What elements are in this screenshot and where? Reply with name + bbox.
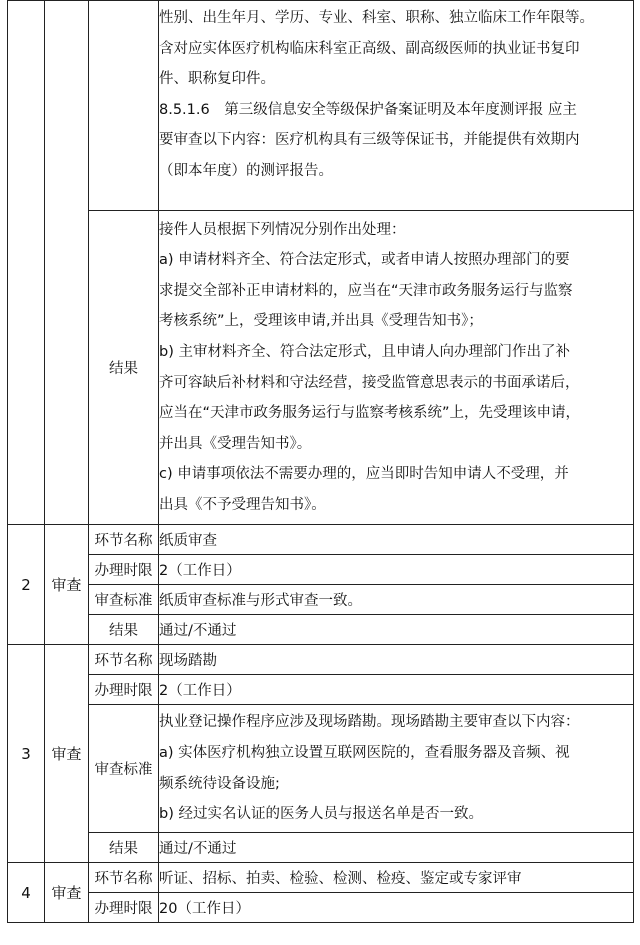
- section3-time-value: 2（工作日）: [159, 675, 634, 705]
- procedure-table: [7, 0, 634, 923]
- section2-standard-value: 纸质审查标准与形式审查一致。: [159, 585, 634, 615]
- result-line: 并出具《受理告知书》。: [159, 435, 312, 452]
- result-line: a) 申请材料齐全、符合法定形式，或者申请人按照办理部门的要: [159, 252, 570, 269]
- section2-standard-label: 审查标准: [89, 585, 159, 615]
- section4-stage: 审查: [45, 863, 89, 923]
- section3-row-name: [8, 645, 634, 675]
- item-8516-line: 8.5.1.6 第三级信息安全等级保护备案证明及本年度测评报 应主: [159, 101, 577, 118]
- section3-standard-cell: [159, 705, 634, 833]
- section4-num: 4: [8, 863, 45, 923]
- section4-name-label: 环节名称: [89, 863, 159, 893]
- section1-num-cell: [8, 1, 45, 525]
- result-line: 求提交全部补正申请材料的，应当在“天津市政务服务运行与监察: [159, 282, 573, 299]
- section4-time-label: 办理时限: [89, 893, 159, 923]
- section3-row-time: [8, 675, 634, 705]
- req-line: 含对应实体医疗机构临床科室正高级、副高级医师的执业证书复印: [159, 40, 580, 57]
- standard-line: b) 经过实名认证的医务人员与报送名单是否一致。: [159, 806, 483, 823]
- section3-standard-label: 审查标准: [89, 705, 159, 833]
- section4-row-name: [8, 863, 634, 893]
- standard-line: 频系统待设备设施;: [159, 775, 280, 792]
- section1-requirements-cell: [159, 1, 634, 211]
- section4-time-value: 20（工作日）: [159, 893, 634, 923]
- section1-stage-cell: [45, 1, 89, 525]
- section2-row-name: [8, 525, 634, 555]
- section2-stage: 审查: [45, 525, 89, 645]
- item-8516-line: （即本年度）的测评报告。: [159, 162, 333, 179]
- section1-result-row: [8, 211, 634, 525]
- result-line: 出具《不予受理告知书》。: [159, 496, 326, 513]
- section3-result-label: 结果: [89, 833, 159, 863]
- result-line: 齐可容缺后补材料和守法经营，接受监管意思表示的书面承诺后，: [159, 374, 580, 391]
- item-8516-line: 要审查以下内容：医疗机构具有三级等保证书，并能提供有效期内: [159, 132, 580, 149]
- section3-row-result: [8, 833, 634, 863]
- section3-row-standard: [8, 705, 634, 833]
- req-line: 性别、出生年月、学历、专业、科室、职称、独立临床工作年限等。: [159, 10, 594, 26]
- req-line: 件、职称复印件。: [159, 71, 275, 88]
- result-line: 应当在“天津市政务服务运行与监察考核系统”上，先受理该申请，: [159, 405, 581, 422]
- section1-result-cell: [159, 211, 634, 525]
- section1-label-cell: [89, 1, 159, 211]
- section2-name-value: 纸质审查: [159, 525, 634, 555]
- section2-result-label: 结果: [89, 615, 159, 645]
- section2-num: 2: [8, 525, 45, 645]
- result-line: 考核系统”上，受理该申请,并出具《受理告知书》；: [159, 313, 483, 330]
- section2-time-value: 2（工作日）: [159, 555, 634, 585]
- section2-row-time: [8, 555, 634, 585]
- result-label: 结果: [89, 211, 159, 525]
- standard-line: 执业登记操作程序应涉及现场踏勘。现场踏勘主要审查以下内容：: [159, 714, 580, 731]
- section4-row-time: [8, 893, 634, 923]
- result-line: 接件人员根据下列情况分别作出处理：: [159, 221, 406, 238]
- section3-num: 3: [8, 645, 45, 863]
- result-line: b) 主审材料齐全、符合法定形式，且申请人向办理部门作出了补: [159, 343, 570, 360]
- section2-result-value: 通过/不通过: [159, 615, 634, 645]
- section3-name-label: 环节名称: [89, 645, 159, 675]
- section4-name-value: 听证、招标、拍卖、检验、检测、检疫、鉴定或专家评审: [159, 863, 634, 893]
- section2-row-result: [8, 615, 634, 645]
- standard-line: a) 实体医疗机构独立设置互联网医院的，查看服务器及音频、视: [159, 744, 570, 761]
- section1-requirements-row: [8, 1, 634, 211]
- section3-time-label: 办理时限: [89, 675, 159, 705]
- section3-name-value: 现场踏勘: [159, 645, 634, 675]
- section2-time-label: 办理时限: [89, 555, 159, 585]
- section2-row-standard: [8, 585, 634, 615]
- section3-stage: 审查: [45, 645, 89, 863]
- result-line: c) 申请事项依法不需要办理的，应当即时告知申请人不受理，并: [159, 466, 569, 483]
- section2-name-label: 环节名称: [89, 525, 159, 555]
- section3-result-value: 通过/不通过: [159, 833, 634, 863]
